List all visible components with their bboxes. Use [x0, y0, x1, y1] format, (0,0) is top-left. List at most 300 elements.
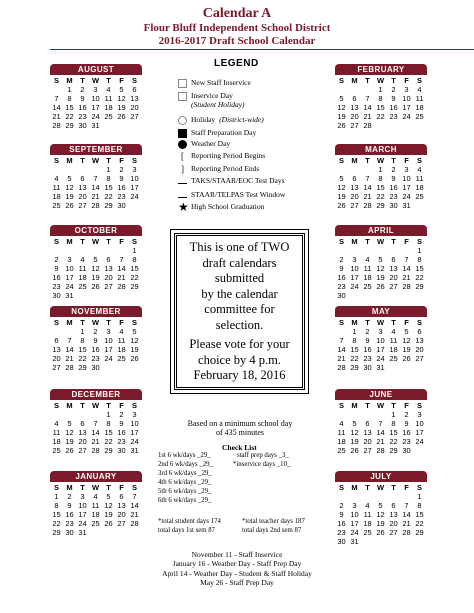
weekday-label: T	[80, 318, 85, 327]
left-bracket-icon: [	[181, 150, 184, 161]
day-cell: 24	[350, 528, 359, 537]
day-cell: 13	[104, 264, 113, 273]
day-cell: 20	[363, 437, 372, 446]
day-cell: 19	[91, 273, 100, 282]
notice-line: draft calendars	[202, 255, 277, 270]
empty-cell	[400, 492, 413, 501]
legend-title: LEGEND	[214, 58, 259, 69]
day-cell: 8	[352, 336, 357, 345]
day-cell: 13	[415, 336, 424, 345]
day-cell: 19	[376, 273, 385, 282]
day-cell: 11	[117, 336, 126, 345]
weekday-label: W	[376, 483, 385, 492]
month-july	[335, 471, 427, 546]
day-cell: 20	[389, 519, 398, 528]
day-cell: 10	[65, 264, 74, 273]
day-cell: 24	[402, 112, 411, 121]
day-cell: 22	[78, 354, 87, 363]
day-cell: 3	[132, 410, 137, 419]
day-cell: 17	[350, 273, 359, 282]
day-cell: 25	[363, 282, 372, 291]
day-cell: 27	[78, 201, 87, 210]
day-cell: 11	[415, 174, 424, 183]
day-cell: 6	[54, 336, 59, 345]
day-cell: 23	[402, 437, 411, 446]
day-cell: 13	[52, 345, 61, 354]
day-cell: 11	[52, 183, 61, 192]
day-cell: 14	[91, 183, 100, 192]
weekday-label: T	[80, 156, 85, 165]
day-cell: 13	[130, 94, 139, 103]
day-cell: 19	[104, 510, 113, 519]
legend-taks	[178, 176, 285, 186]
day-cell: 3	[404, 165, 409, 174]
month-header: JANUARY	[50, 471, 142, 482]
day-cell: 15	[65, 103, 74, 112]
day-cell: 4	[339, 419, 344, 428]
day-cell: 18	[337, 437, 346, 446]
weekday-label: T	[365, 76, 370, 85]
weekday-label: T	[391, 237, 396, 246]
day-cell: 8	[67, 94, 72, 103]
day-cell: 30	[363, 363, 372, 372]
day-cell: 8	[106, 174, 111, 183]
weekday-label: S	[131, 237, 137, 246]
day-cell: 21	[52, 112, 61, 121]
day-cell: 14	[130, 501, 139, 510]
day-cell: 11	[363, 510, 372, 519]
total-teacher-days: *total teacher days 187	[242, 518, 305, 525]
day-cell: 1	[378, 165, 383, 174]
empty-box-icon	[178, 92, 187, 101]
day-cell: 27	[389, 282, 398, 291]
weekday-label: T	[106, 401, 111, 410]
day-cell: 25	[117, 354, 126, 363]
day-cell: 27	[350, 121, 359, 130]
day-cell: 9	[391, 174, 396, 183]
day-cell: 9	[404, 419, 409, 428]
day-cell: 4	[106, 85, 111, 94]
day-cell: 3	[132, 165, 137, 174]
day-cell: 23	[337, 282, 346, 291]
day-cell: 24	[65, 282, 74, 291]
day-cell: 19	[337, 112, 346, 121]
weekday-label: W	[91, 401, 100, 410]
day-cell: 10	[402, 94, 411, 103]
weekday-label: W	[91, 237, 100, 246]
day-cell: 28	[130, 519, 139, 528]
month-august	[50, 64, 142, 130]
day-cell: 25	[415, 112, 424, 121]
month-grid	[50, 237, 142, 300]
month-grid	[335, 401, 427, 455]
day-cell: 27	[350, 201, 359, 210]
day-cell: 13	[389, 264, 398, 273]
legend-label: High School Graduation	[191, 202, 265, 211]
day-cell: 18	[104, 103, 113, 112]
day-cell: 7	[339, 336, 344, 345]
notice-line: This is one of TWO	[189, 240, 290, 254]
checklist-title: Check List	[222, 443, 257, 452]
empty-cell	[335, 165, 348, 174]
day-cell: 18	[52, 437, 61, 446]
day-cell: 25	[415, 192, 424, 201]
day-cell: 14	[363, 183, 372, 192]
day-cell: 17	[65, 273, 74, 282]
weekday-label: T	[80, 483, 85, 492]
weekday-label: S	[53, 76, 59, 85]
day-cell: 31	[65, 291, 74, 300]
empty-box-icon	[178, 79, 187, 88]
day-cell: 6	[352, 94, 357, 103]
day-cell: 7	[54, 94, 59, 103]
day-cell: 8	[378, 94, 383, 103]
day-cell: 27	[389, 528, 398, 537]
day-cell: 26	[104, 519, 113, 528]
month-grid	[50, 76, 142, 130]
day-cell: 29	[415, 282, 424, 291]
empty-cell	[115, 246, 128, 255]
empty-cell	[335, 85, 348, 94]
day-cell: 5	[404, 327, 409, 336]
day-cell: 28	[363, 201, 372, 210]
legend-staff-prep	[178, 128, 256, 138]
checklist-row: 3rd 6 wk/days _29_	[158, 470, 212, 477]
weekday-label: T	[80, 237, 85, 246]
month-header: JUNE	[335, 389, 427, 400]
weekday-label: T	[80, 401, 85, 410]
day-cell: 27	[52, 363, 61, 372]
day-cell: 26	[376, 528, 385, 537]
day-cell: 16	[78, 103, 87, 112]
weekday-label: S	[338, 318, 344, 327]
day-cell: 10	[402, 174, 411, 183]
weekday-label: W	[376, 156, 385, 165]
legend-rp-begins	[178, 151, 265, 161]
day-cell: 3	[67, 255, 72, 264]
underline-icon	[178, 193, 187, 198]
vote-notice-box	[174, 233, 305, 390]
weekday-label: T	[106, 318, 111, 327]
weekday-label: M	[66, 156, 73, 165]
day-cell: 2	[67, 492, 72, 501]
empty-cell	[374, 492, 387, 501]
day-cell: 13	[78, 428, 87, 437]
day-cell: 28	[52, 121, 61, 130]
day-cell: 14	[91, 428, 100, 437]
day-cell: 12	[337, 183, 346, 192]
day-cell: 17	[376, 345, 385, 354]
month-header: MAY	[335, 306, 427, 317]
day-cell: 14	[402, 510, 411, 519]
day-cell: 4	[54, 174, 59, 183]
day-cell: 26	[65, 201, 74, 210]
day-cell: 11	[363, 264, 372, 273]
day-cell: 11	[52, 428, 61, 437]
empty-cell	[400, 246, 413, 255]
day-cell: 19	[350, 437, 359, 446]
day-cell: 5	[339, 174, 344, 183]
weekday-label: W	[376, 76, 385, 85]
day-cell: 10	[130, 174, 139, 183]
day-cell: 22	[130, 273, 139, 282]
day-cell: 6	[417, 327, 422, 336]
weekday-label: F	[119, 401, 124, 410]
day-cell: 28	[402, 282, 411, 291]
weekday-label: F	[119, 76, 124, 85]
weekday-label: W	[91, 76, 100, 85]
day-cell: 30	[52, 291, 61, 300]
day-cell: 2	[391, 165, 396, 174]
day-cell: 13	[389, 510, 398, 519]
month-grid	[335, 156, 427, 210]
minimum-day-line1: Based on a minimum school day	[187, 419, 293, 428]
day-cell: 7	[404, 501, 409, 510]
legend-weather	[178, 139, 230, 149]
empty-cell	[361, 410, 374, 419]
legend-note: (Student Holiday)	[191, 100, 245, 109]
day-cell: 23	[78, 112, 87, 121]
day-cell: 22	[376, 112, 385, 121]
month-grid	[335, 237, 427, 300]
day-cell: 1	[80, 327, 85, 336]
day-cell: 21	[117, 273, 126, 282]
staff-prep-count: staff prep days _3_	[237, 452, 289, 459]
day-cell: 9	[67, 501, 72, 510]
day-cell: 18	[52, 192, 61, 201]
empty-cell	[63, 410, 76, 419]
calendar-title: Calendar A	[202, 6, 272, 21]
day-cell: 6	[132, 85, 137, 94]
day-cell: 5	[93, 255, 98, 264]
day-cell: 16	[117, 428, 126, 437]
checklist-row: 1st 6 wk/days _29_	[158, 452, 211, 459]
day-cell: 18	[117, 345, 126, 354]
day-cell: 18	[415, 103, 424, 112]
day-cell: 23	[389, 112, 398, 121]
day-cell: 20	[104, 273, 113, 282]
weekday-label: T	[391, 76, 396, 85]
day-cell: 19	[376, 519, 385, 528]
day-cell: 17	[402, 103, 411, 112]
month-march	[335, 144, 427, 210]
day-cell: 4	[365, 255, 370, 264]
month-header: OCTOBER	[50, 225, 142, 236]
day-cell: 20	[350, 112, 359, 121]
empty-cell	[63, 165, 76, 174]
day-cell: 11	[91, 501, 100, 510]
day-cell: 22	[52, 519, 61, 528]
day-cell: 11	[389, 336, 398, 345]
day-cell: 16	[65, 510, 74, 519]
month-grid	[50, 483, 142, 537]
day-cell: 8	[106, 419, 111, 428]
month-grid	[335, 483, 427, 546]
notice-line: submitted	[214, 271, 265, 285]
day-cell: 12	[91, 264, 100, 273]
day-cell: 7	[93, 419, 98, 428]
checklist-row: 2nd 6 wk/days _29_	[158, 461, 213, 468]
day-cell: 6	[365, 419, 370, 428]
day-cell: 1	[67, 85, 72, 94]
day-cell: 2	[93, 327, 98, 336]
day-cell: 21	[363, 192, 372, 201]
day-cell: 3	[352, 501, 357, 510]
day-cell: 23	[389, 192, 398, 201]
legend-inservice-note	[191, 100, 245, 110]
day-cell: 20	[350, 192, 359, 201]
legend-rp-ends	[178, 164, 259, 174]
day-cell: 27	[415, 354, 424, 363]
weekday-label: M	[66, 401, 73, 410]
empty-cell	[374, 246, 387, 255]
day-cell: 29	[376, 201, 385, 210]
legend-holiday	[178, 115, 264, 125]
month-grid	[335, 76, 427, 130]
day-cell: 7	[93, 174, 98, 183]
empty-cell	[361, 85, 374, 94]
day-cell: 30	[389, 201, 398, 210]
day-cell: 26	[91, 282, 100, 291]
day-cell: 5	[132, 327, 137, 336]
weekday-label: M	[66, 76, 73, 85]
day-cell: 30	[117, 201, 126, 210]
circle-icon	[178, 116, 187, 125]
legend-graduation	[178, 199, 265, 214]
day-cell: 12	[130, 336, 139, 345]
notice-line: by the calendar	[201, 286, 278, 301]
day-cell: 18	[389, 345, 398, 354]
day-cell: 21	[91, 192, 100, 201]
underline-icon	[178, 179, 187, 184]
day-cell: 28	[337, 363, 346, 372]
day-cell: 3	[106, 327, 111, 336]
day-cell: 31	[91, 121, 100, 130]
weekday-label: S	[131, 318, 137, 327]
weekday-label: F	[404, 483, 409, 492]
day-cell: 28	[65, 363, 74, 372]
day-cell: 10	[415, 419, 424, 428]
day-cell: 12	[376, 510, 385, 519]
empty-cell	[387, 492, 400, 501]
day-cell: 26	[337, 121, 346, 130]
day-cell: 15	[415, 510, 424, 519]
day-cell: 14	[402, 264, 411, 273]
total-sem1-days: total days 1st sem 87	[158, 527, 216, 534]
weekday-label: S	[53, 318, 59, 327]
day-cell: 22	[350, 354, 359, 363]
day-cell: 11	[337, 428, 346, 437]
weekday-label: S	[53, 401, 59, 410]
day-cell: 3	[352, 255, 357, 264]
day-cell: 7	[404, 255, 409, 264]
weekday-label: M	[66, 318, 73, 327]
day-cell: 22	[389, 437, 398, 446]
day-cell: 13	[363, 428, 372, 437]
weekday-label: S	[416, 76, 422, 85]
day-cell: 16	[337, 519, 346, 528]
day-cell: 15	[389, 428, 398, 437]
notice-line: choice by 4 p.m.	[198, 352, 281, 367]
day-cell: 28	[402, 528, 411, 537]
day-cell: 6	[391, 255, 396, 264]
legend-label: Weather Day	[191, 139, 231, 148]
day-cell: 24	[376, 354, 385, 363]
day-cell: 17	[130, 183, 139, 192]
day-cell: 9	[54, 264, 59, 273]
day-cell: 31	[130, 446, 139, 455]
day-cell: 16	[52, 273, 61, 282]
day-cell: 23	[65, 519, 74, 528]
day-cell: 20	[130, 103, 139, 112]
legend-label: Staff Preparation Day	[191, 128, 257, 137]
weekday-label: T	[106, 483, 111, 492]
day-cell: 16	[389, 103, 398, 112]
weekday-label: F	[119, 156, 124, 165]
day-cell: 19	[402, 345, 411, 354]
empty-cell	[63, 327, 76, 336]
month-june	[335, 389, 427, 455]
notice-line: committee for	[204, 302, 275, 316]
weekday-label: W	[376, 318, 385, 327]
minimum-day-line2: of 435 minutes	[216, 428, 264, 437]
day-cell: 22	[415, 273, 424, 282]
day-cell: 14	[52, 103, 61, 112]
day-cell: 28	[91, 201, 100, 210]
weekday-label: T	[365, 237, 370, 246]
day-cell: 15	[376, 103, 385, 112]
day-cell: 10	[376, 336, 385, 345]
day-cell: 12	[65, 183, 74, 192]
weekday-label: S	[131, 76, 137, 85]
day-cell: 18	[91, 510, 100, 519]
day-cell: 19	[117, 103, 126, 112]
day-cell: 24	[91, 112, 100, 121]
legend-note: (District-wide)	[219, 115, 264, 124]
day-cell: 2	[404, 410, 409, 419]
empty-cell	[76, 246, 89, 255]
day-cell: 27	[130, 112, 139, 121]
day-cell: 17	[415, 428, 424, 437]
day-cell: 9	[391, 94, 396, 103]
month-may	[335, 306, 427, 372]
day-cell: 30	[337, 291, 346, 300]
empty-cell	[63, 246, 76, 255]
day-cell: 29	[104, 446, 113, 455]
day-cell: 22	[415, 519, 424, 528]
day-cell: 7	[67, 336, 72, 345]
weekday-label: T	[365, 318, 370, 327]
day-cell: 21	[402, 519, 411, 528]
day-cell: 1	[417, 492, 422, 501]
legend-label: Reporting Period Ends	[191, 164, 260, 173]
month-grid	[50, 156, 142, 210]
day-cell: 4	[119, 327, 124, 336]
day-cell: 17	[402, 183, 411, 192]
day-cell: 19	[65, 192, 74, 201]
month-october	[50, 225, 142, 300]
day-cell: 15	[130, 264, 139, 273]
month-header: AUGUST	[50, 64, 142, 75]
day-cell: 23	[363, 354, 372, 363]
weekday-label: W	[376, 237, 385, 246]
empty-cell	[50, 165, 63, 174]
day-cell: 30	[117, 446, 126, 455]
day-cell: 13	[117, 501, 126, 510]
weekday-label: M	[351, 401, 358, 410]
weekday-label: T	[365, 156, 370, 165]
day-cell: 15	[376, 183, 385, 192]
